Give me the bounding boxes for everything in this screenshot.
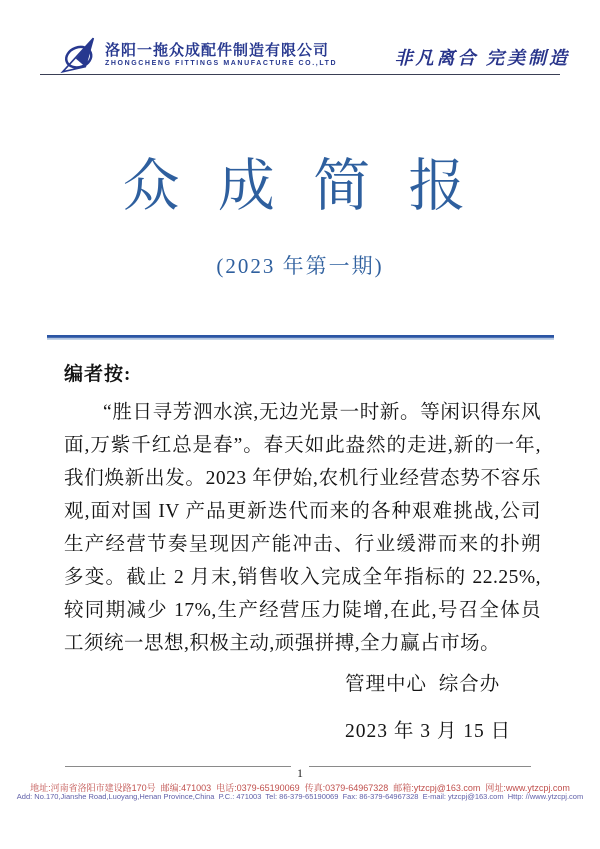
- company-name-block: [105, 42, 337, 69]
- company-logo: [58, 36, 337, 74]
- page-number-value: 1: [291, 766, 309, 780]
- signature-date: 2023 年 3 月 15 日: [345, 721, 512, 742]
- bulletin-body: [64, 360, 541, 660]
- bulletin-title: 众 成 简 报: [122, 155, 478, 218]
- company-name-en: ZHONGCHENG FITTINGS MANUFACTURE CO.,LTD: [105, 59, 338, 67]
- header-divider: [40, 74, 560, 75]
- page-number: [0, 766, 600, 781]
- signature-department: 管理中心 综合办: [345, 674, 501, 695]
- footer-address-en: Add: No.170,Jianshe Road,Luoyang,Henan Province,China P.C.: 471003 Tel: 86-379-65190069 Fax: 86-379-64967328 E-mail: ytzcpj@163.com Http: //www.ytzcpj.com: [16, 792, 584, 801]
- page-header: [58, 36, 570, 76]
- company-logo-icon: [58, 36, 98, 74]
- signature-block: [345, 668, 511, 743]
- bulletin-issue: (2023 年第一期): [216, 254, 384, 278]
- editor-note-label: 编者按:: [64, 364, 132, 385]
- company-slogan: 非凡离合 完美制造: [394, 48, 570, 68]
- editor-note-paragraph: “胜日寻芳泗水滨,无边光景一时新。等闲识得东风面,万紫千红总是春”。春天如此盎然的走进,新的一年,我们焕新出发。2023 年伊始,农机行业经营态势不容乐观,面对国 IV 产品更新迭代而来的各种艰难挑战,公司生产经营节奏呈现因产能冲击、行业缓滞而来的扑朔多变。截止 2 月末,销售收入完成全年指标的 22.25%,较同期减少 17%,生产经营压力陡增,在此,号召全体员工须统一思想,积极主动,顽强拼搏,全力赢占市场。: [64, 402, 541, 654]
- company-name-cn: 洛阳一拖众成配件制造有限公司: [105, 41, 330, 59]
- footer-address-cn: 地址:河南省洛阳市建设路170号 邮编:471003 电话:0379-65190069 传真:0379-64967328 邮箱:ytzcpj@163.com 网址:www.ytzcpj.com: [30, 783, 570, 793]
- title-divider: [47, 335, 554, 340]
